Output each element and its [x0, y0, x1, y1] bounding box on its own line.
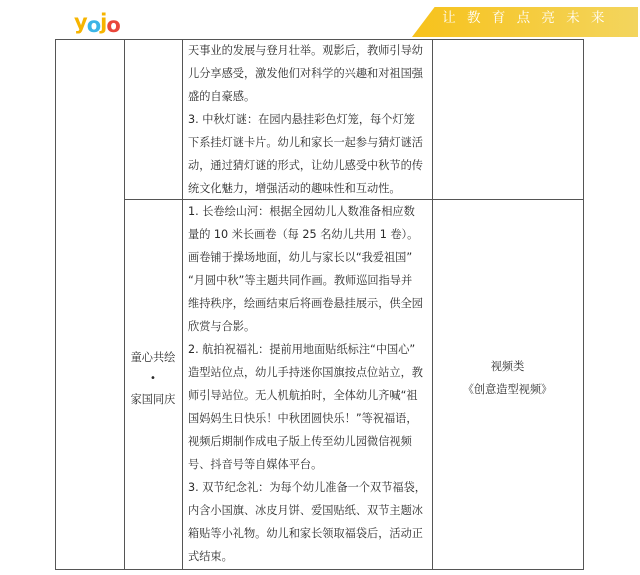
- text-line: 统文化魅力，增强活动的趣味性和互动性。: [188, 182, 401, 195]
- text-line: 国妈妈生日快乐！中秋团圆快乐！”等祝福语，: [188, 412, 418, 425]
- text-line: 欣赏与合影。: [188, 320, 256, 333]
- table-bottom-border: [55, 569, 584, 570]
- text-line: 式结束。: [188, 550, 233, 563]
- text-line: 师引导站位。无人机航拍时，全体幼儿齐喊“祖: [188, 389, 418, 402]
- logo-letter: y: [74, 10, 87, 34]
- logo-letter: j: [100, 10, 107, 34]
- text-line: 1. 长卷绘山河：根据全园幼儿人数准备相应数: [188, 205, 415, 218]
- text-line: 动，通过猜灯谜的形式，让幼儿感受中秋节的传: [188, 159, 423, 172]
- page-header: [0, 0, 640, 40]
- text-line: 箱贴等小礼物。幼儿和家长领取福袋后，活动正: [188, 527, 423, 540]
- text-line: 造型站位点，幼儿手持迷你国旗按点位站立，教: [188, 366, 423, 379]
- type-line: 视频类: [490, 360, 525, 373]
- bullet-icon: •: [150, 373, 156, 384]
- logo-letter: o: [86, 13, 101, 37]
- column-divider-1: [124, 39, 125, 570]
- text-line: 下系挂灯谜卡片。幼儿和家长一起参与猜灯谜活: [188, 136, 423, 149]
- theme-line: 童心共绘: [130, 351, 176, 364]
- text-line: 视频后期制作成电子版上传至幼儿园微信视频: [188, 435, 412, 448]
- text-line: 3. 中秋灯谜：在园内悬挂彩色灯笼，每个灯笼: [188, 113, 415, 126]
- table-right-border: [583, 39, 584, 570]
- table-left-border: [55, 39, 56, 570]
- text-line: 2. 航拍祝福礼：提前用地面贴纸标注“中国心”: [188, 343, 416, 356]
- yojo-logo: [74, 6, 120, 37]
- text-line: 画卷铺于操场地面，幼儿与家长以“我爱祖国”: [188, 251, 413, 264]
- text-line: 儿分享感受，激发他们对科学的兴趣和对祖国强: [188, 67, 423, 80]
- theme-line: 家国同庆: [130, 393, 176, 406]
- text-line: 3. 双节纪念礼：为每个幼儿准备一个双节福袋，: [188, 481, 426, 494]
- slogan-text: 让 教 育 点 亮 未 来: [442, 10, 608, 26]
- text-line: 天事业的发展与登月壮举。观影后，教师引导幼: [188, 44, 423, 57]
- logo-letter: o: [106, 13, 120, 37]
- text-line: 盛的自豪感。: [188, 90, 256, 103]
- text-line: 号、抖音号等自媒体平台。: [188, 458, 323, 471]
- text-line: 维持秩序，绘画结束后将画卷悬挂展示，供全园: [188, 297, 423, 310]
- text-line: 量的 10 米长画卷（每 25 名幼儿共用 1 卷）。: [188, 228, 419, 241]
- text-line: “月圆中秋”等主题共同作画。教师巡回指导并: [188, 274, 413, 287]
- column-divider-3: [432, 39, 433, 570]
- type-line: 《创意造型视频》: [462, 383, 553, 396]
- text-line: 内含小国旗、冰皮月饼、爱国贴纸、双节主题冰: [188, 504, 423, 517]
- column-divider-2: [182, 39, 183, 570]
